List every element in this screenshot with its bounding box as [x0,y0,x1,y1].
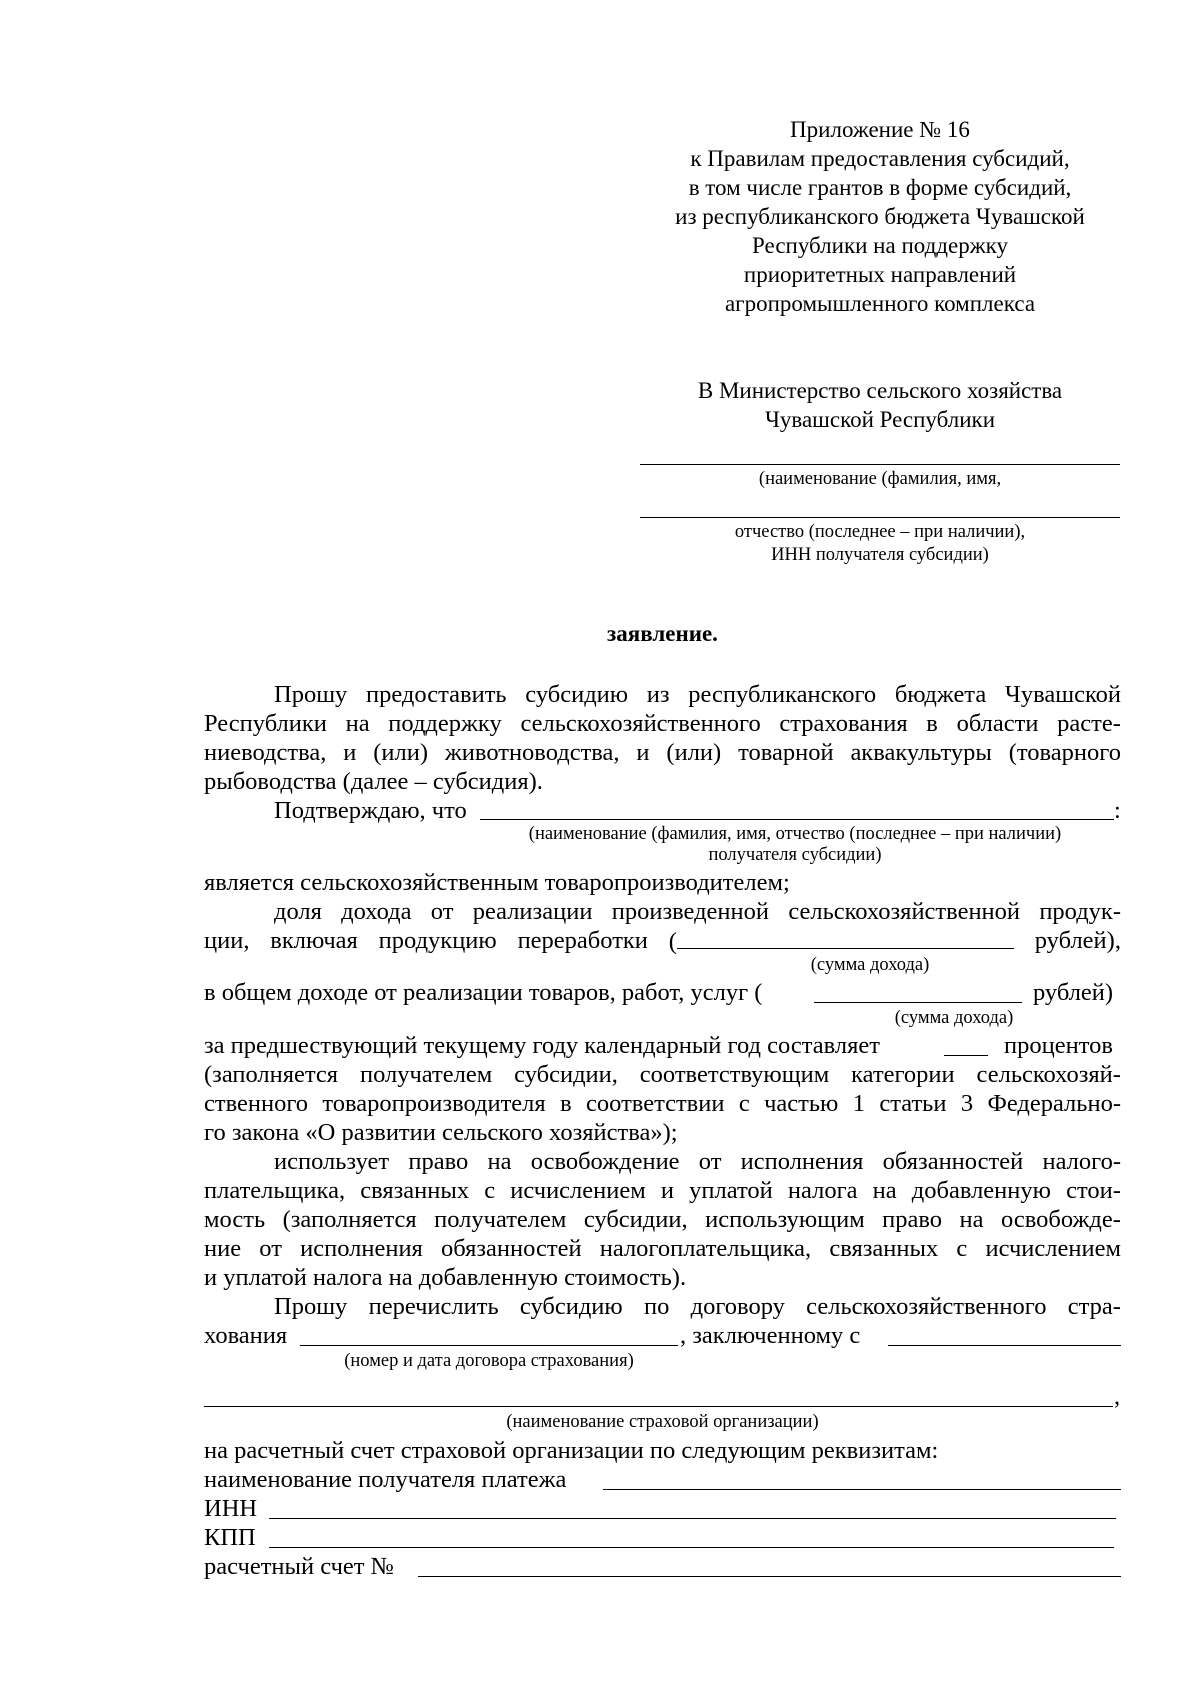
insurer-comma: , [1114,1383,1121,1410]
word: продукцию [378,927,497,954]
percent-label: процентов [1004,1032,1113,1059]
contract-caption: (номер и дата договора страхования) [344,1351,634,1371]
account-field[interactable] [418,1576,1121,1577]
confirm-caption-1: (наименование (фамилия, имя, отчество (последнее – при наличии) [528,824,1062,844]
product-income-blank[interactable] [677,927,1014,949]
word: Прошу [274,681,348,708]
word: (заполняется [204,1061,339,1088]
word: право [882,1206,943,1233]
word: аквакультуры [850,739,992,766]
word: договору [690,1293,785,1320]
appendix-line-5: Республики на поддержку [752,233,1008,258]
word: реализации [472,898,593,925]
word: 1 [852,1090,865,1117]
request-line-1 [274,681,1121,710]
word: Республики [204,710,327,737]
word: расте- [1057,710,1121,737]
word: с [956,1235,968,1262]
word: ции, [204,927,250,954]
word: уплатой [689,1177,773,1204]
word: 3 [960,1090,974,1117]
applicant-name-blank-1[interactable] [640,464,1120,465]
word: (или) [373,739,428,766]
word: категории [851,1061,955,1088]
vat-line-1 [274,1148,1121,1177]
appendix-line-7: агропромышленного комплекса [724,291,1036,316]
contract-number-blank[interactable] [300,1345,678,1346]
inn-field[interactable] [269,1518,1116,1519]
word: животноводства, [444,739,620,766]
producer-line: является сельскохозяйственным товаропроизводителем; [204,869,790,896]
word: страхования [779,710,908,737]
account-label: расчетный счет № [204,1553,395,1580]
word: соответствующим [639,1061,830,1088]
word: от [430,898,454,925]
word: субсидию [519,1293,623,1320]
fill-note-line-1 [204,1061,1121,1090]
word: от [259,1235,282,1262]
word: по [644,1293,670,1320]
total-income-rub: рублей) [1033,979,1114,1006]
word: связанных [360,1177,470,1204]
document-title: заявление. [607,621,718,646]
word: сельскохозяй- [976,1061,1121,1088]
word: исполнения [740,1148,864,1175]
word: перечислить [368,1293,499,1320]
word: исполнения [300,1235,423,1262]
word: из [646,681,670,708]
word: сельскохозяйственного [520,710,761,737]
word: на [487,1148,512,1175]
word: сельскохозяйственного [806,1293,1047,1320]
addressee-caption-3: ИНН получателя субсидии) [771,545,989,565]
appendix-line-2: к Правилам предоставления субсидий, [690,146,1070,171]
word: право [408,1148,469,1175]
confirm-caption-2: получателя субсидии) [708,845,882,865]
word: налогоплательщика, [599,1235,812,1262]
word: стои- [1066,1177,1121,1204]
word: субсидии, [514,1061,618,1088]
word: с [738,1090,750,1117]
word: частью [764,1090,839,1117]
year-share-label: за предшествующий текущему году календарный год составляет [204,1032,880,1059]
word: на [959,1206,984,1233]
word: товаропроизводителя [322,1090,546,1117]
fill-note-line-3: го закона «О развитии сельского хозяйства»); [204,1119,678,1146]
word: и [636,739,650,766]
word: с [484,1177,496,1204]
word: на [872,1177,897,1204]
word: стра- [1067,1293,1121,1320]
word: доля [274,898,322,925]
word: рублей), [1034,927,1121,954]
recipient-field[interactable] [603,1489,1121,1490]
word: дохода [341,898,412,925]
total-income-caption: (сумма дохода) [894,1008,1014,1028]
request-line-2 [204,710,1121,739]
share-line-1 [274,898,1121,927]
kpp-field[interactable] [269,1547,1114,1548]
request-line-4: рыбоводства (далее – субсидия). [204,768,543,795]
addressee-caption-1: (наименование (фамилия, имя, [758,469,1002,489]
word: добавленную [911,1177,1051,1204]
request-line-3 [204,739,1121,768]
word: исчислением [985,1235,1121,1262]
account-intro: на расчетный счет страховой организации по следующим реквизитам: [204,1437,939,1464]
addressee-caption-2: отчество (последнее – при наличии), [734,522,1026,542]
word: произведенной [611,898,770,925]
concluded-with-label: , заключенному с [680,1322,861,1349]
open-paren: ( [668,928,677,955]
vat-line-4 [204,1235,1121,1264]
word: Прошу [274,1293,348,1320]
word: и [660,1177,675,1204]
word: (заполняется [282,1206,417,1233]
word: области [956,710,1039,737]
addressee-line-2: Чувашской Республики [764,407,996,432]
word: включая [270,927,358,954]
appendix-line-4: из республиканского бюджета Чувашской [675,204,1085,229]
applicant-name-blank-2[interactable] [640,517,1120,518]
word: (или) [666,739,722,766]
word: исчислением [510,1177,646,1204]
word: бюджета [894,681,987,708]
word: (товарного [1008,739,1121,766]
word: плательщика, [204,1177,346,1204]
word: использует [274,1148,390,1175]
word: от [698,1148,722,1175]
word: сельскохозяйственной [788,898,1021,925]
word: ниеводства, [204,739,327,766]
inn-label: ИНН [204,1495,258,1522]
word: освобожде- [1001,1206,1121,1233]
word: Чувашской [1004,681,1121,708]
word: переработки [517,927,648,954]
word: освобождение [530,1148,680,1175]
transfer-line-1 [274,1293,1121,1322]
word: в [560,1090,572,1117]
income-blank-group [669,927,1014,957]
confirm-label: Подтверждаю, что [274,797,467,824]
word: предоставить [366,681,507,708]
percent-blank[interactable] [944,1055,988,1056]
word: на [345,710,370,737]
word: субсидию [525,681,629,708]
word: и [343,739,357,766]
word: ственного [204,1090,309,1117]
word: налого- [1042,1148,1121,1175]
word: Федерально- [987,1090,1121,1117]
income-caption: (сумма дохода) [810,955,930,975]
total-income-label: в общем доходе от реализации товаров, работ, услуг ( [204,979,763,1006]
recipient-label: наименование получателя платежа [204,1466,567,1493]
word: использующим [705,1206,865,1233]
word: субсидии, [583,1206,688,1233]
insurer-blank-1[interactable] [888,1345,1121,1346]
word: получателем [434,1206,567,1233]
word: связанных [829,1235,939,1262]
word: статьи [879,1090,947,1117]
fill-note-line-2 [204,1090,1121,1119]
appendix-line-3: в том числе грантов в форме субсидий, [688,175,1072,200]
word: налога [787,1177,858,1204]
total-income-blank[interactable] [814,1002,1022,1003]
word: соответствии [586,1090,725,1117]
transfer-insurance-label: хования [204,1322,288,1349]
word: обязанностей [441,1235,582,1262]
vat-line-2 [204,1177,1121,1206]
word: в [926,710,938,737]
word: поддержку [388,710,502,737]
kpp-label: КПП [204,1524,256,1551]
insurer-caption: (наименование страховой организации) [506,1412,819,1432]
insurer-blank-2[interactable] [204,1406,1113,1407]
word: продук- [1039,898,1121,925]
word: обязанностей [882,1148,1024,1175]
word: ние [204,1235,242,1262]
vat-line-3 [204,1206,1121,1235]
addressee-line-1: В Министерство сельского хозяйства [697,378,1063,403]
vat-line-5: и уплатой налога на добавленную стоимость). [204,1264,687,1291]
appendix-line-6: приоритетных направлений [743,262,1017,287]
confirm-colon: : [1114,797,1121,824]
word: мость [204,1206,266,1233]
word: получателем [359,1061,493,1088]
recipient-name-blank[interactable] [480,819,1114,820]
word: товарной [738,739,834,766]
appendix-line-1: Приложение № 16 [790,117,970,142]
word: республиканского [688,681,877,708]
share-line-2 [204,927,1121,957]
